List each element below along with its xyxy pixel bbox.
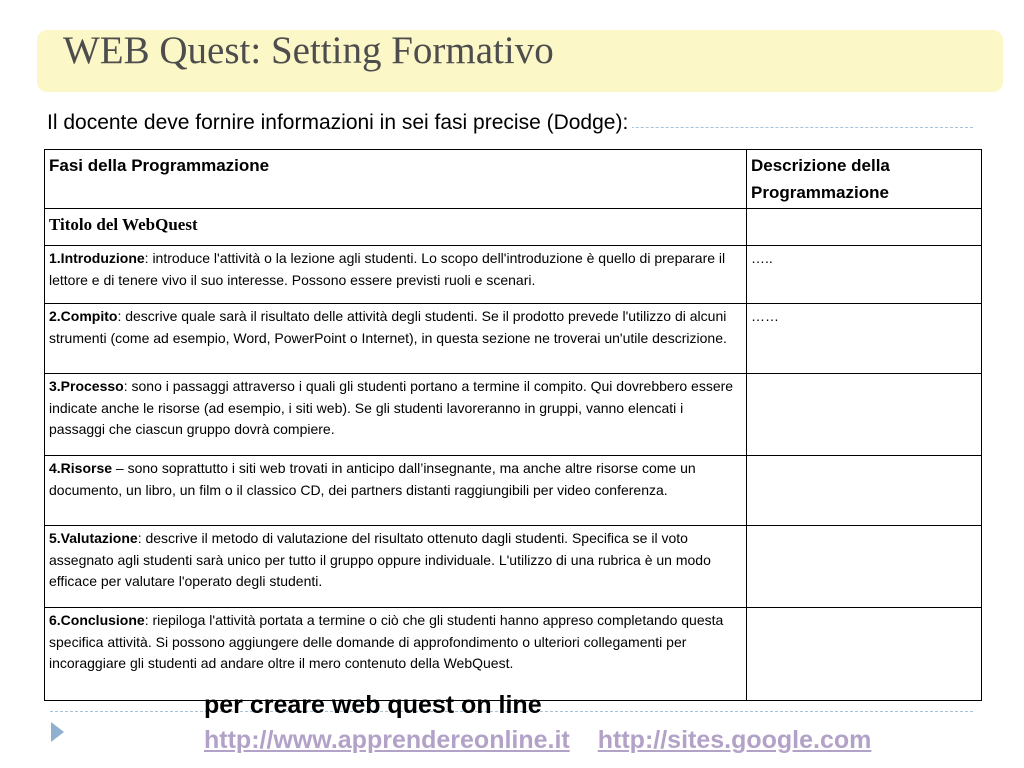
phase-description: ….. (747, 246, 982, 304)
title-row (45, 209, 982, 246)
phase-name: 6.Conclusione (49, 612, 145, 628)
phase-name: 4.Risorse (49, 460, 113, 476)
header-phases: Fasi della Programmazione (45, 150, 747, 209)
table-row (45, 456, 982, 526)
slide-title: WEB Quest: Setting Formativo (63, 29, 554, 72)
phase-cell (45, 526, 747, 608)
phase-cell (45, 456, 747, 526)
apprendereonline-link[interactable]: http://www.apprendereonline.it (204, 726, 570, 754)
phase-cell (45, 304, 747, 374)
footer-text: per creare web quest on line (204, 691, 542, 719)
phase-name: 5.Valutazione (49, 530, 138, 546)
phase-name: 3.Processo (49, 378, 124, 394)
phase-cell (45, 374, 747, 456)
table-header-row (45, 150, 982, 209)
table-row (45, 246, 982, 304)
phase-cell (45, 608, 747, 701)
webquest-title-label: Titolo del WebQuest (45, 209, 747, 246)
phase-name: 1.Introduzione (49, 250, 145, 266)
phase-description (747, 608, 982, 701)
table-row (45, 608, 982, 701)
phase-name: 2.Compito (49, 308, 118, 324)
phase-description: …… (747, 304, 982, 374)
phase-text: : sono i passaggi attraverso i quali gli studenti portano a termine il compito. Qui dovrebbero essere indicate anche le risorse (ad esempio, i siti web). Se gli studenti lavoreranno in gruppi, vanno elencati i passaggi che ciascun gruppo dovrà compiere. (49, 378, 734, 437)
phase-text: : introduce l'attività o la lezione agli studenti. Lo scopo dell'introduzione è quello di preparare il lettore e di tenere vivo il suo interesse. Possono essere previsti ruoli e scenari. (49, 250, 726, 288)
webquest-title-value (747, 209, 982, 246)
phase-text: – sono soprattutto i siti web trovati in anticipo dall’insegnante, ma anche altre risorse come un documento, un libro, un film o il classico CD, dei partners distanti raggiungibili per video conferenza. (49, 460, 696, 498)
phase-description (747, 526, 982, 608)
phase-text: : descrive quale sarà il risultato delle attività degli studenti. Se il prodotto prevede l'utilizzo di alcuni strumenti (come ad esempio, Word, PowerPoint o Internet), in questa sezione ne troverai un'utile descrizione. (49, 308, 727, 346)
google-sites-link[interactable]: http://sites.google.com (597, 726, 872, 754)
phases-table (44, 149, 982, 701)
header-description: Descrizione della Programmazione (747, 150, 982, 209)
phase-description (747, 456, 982, 526)
phase-description (747, 374, 982, 456)
phase-text: : riepiloga l'attività portata a termine o ciò che gli studenti hanno appreso completando questa specifica attività. Si possono aggiungere delle domande di approfondimento o ulteriori collegamenti per incoraggiare gli studenti ad andare oltre il mero contenuto della WebQuest. (49, 612, 724, 671)
phase-text: : descrive il metodo di valutazione del risultato ottenuto dagli studenti. Specifica se il voto assegnato agli studenti sarà unico per tutto il gruppo oppure individuale. L'utilizzo di una rubrica è un modo efficace per valutare l'operato degli studenti. (49, 530, 711, 589)
table-row (45, 526, 982, 608)
bullet-arrow-icon (51, 722, 64, 742)
phase-cell (45, 246, 747, 304)
table-row (45, 374, 982, 456)
footer-links (204, 726, 871, 755)
intro-text: Il docente deve fornire informazioni in sei fasi precise (Dodge): (47, 111, 632, 135)
table-row (45, 304, 982, 374)
